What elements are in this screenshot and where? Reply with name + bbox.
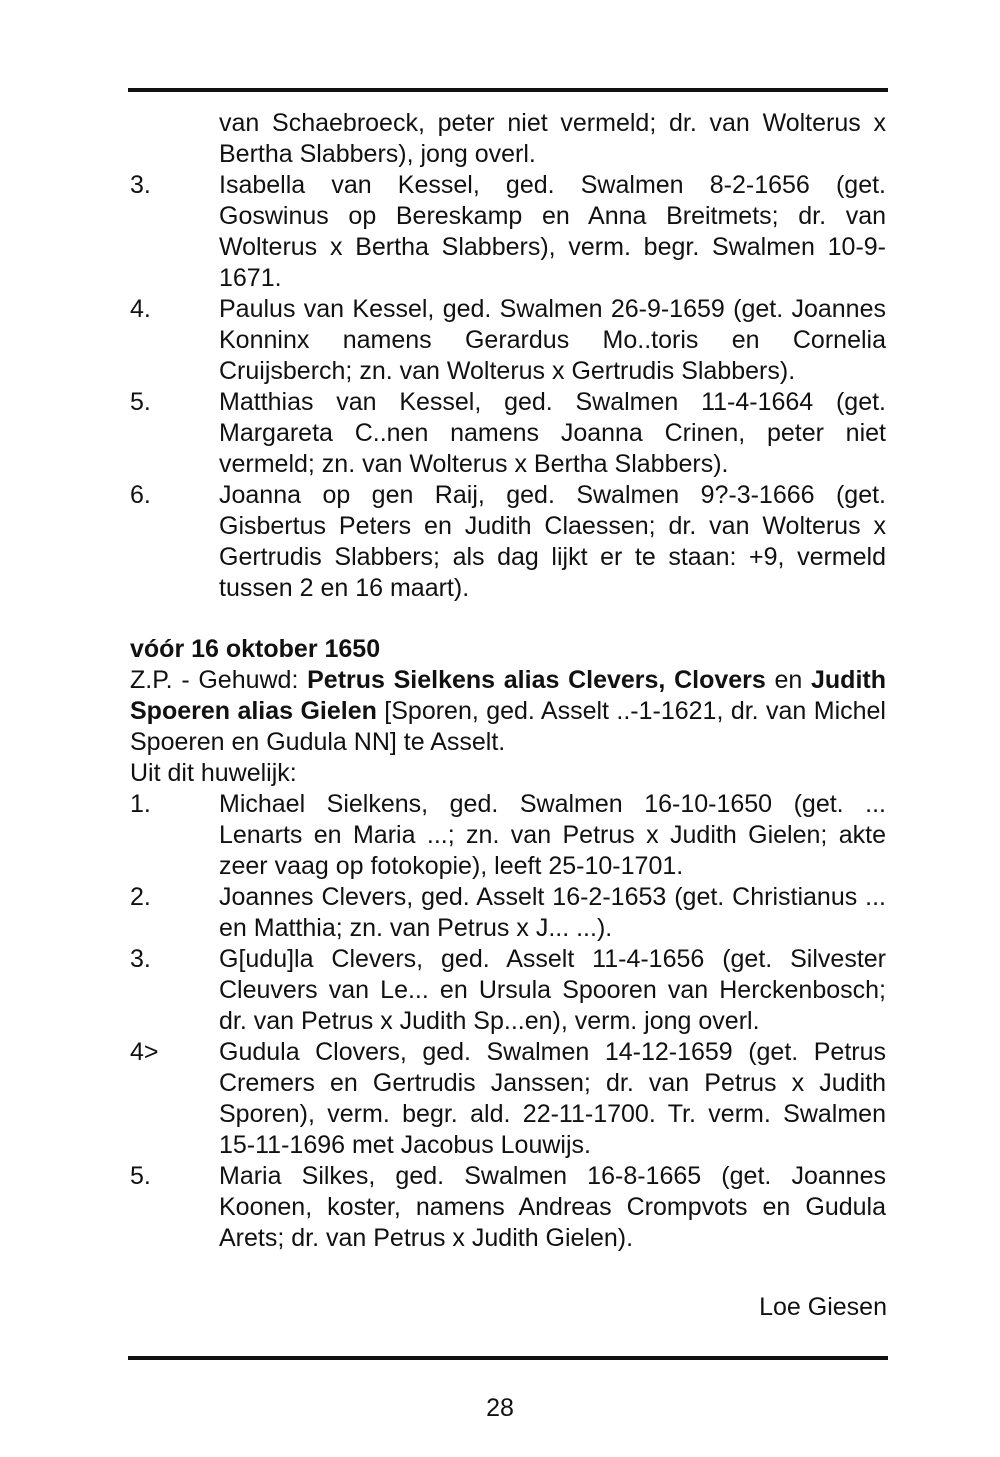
children-list-a <box>130 170 886 604</box>
list-item <box>130 170 886 294</box>
section-heading: vóór 16 oktober 1650 <box>130 635 381 663</box>
item-text: Gudula Clovers, ged. Swalmen 14-12-1659 (get. Petrus Cremers en Gertrudis Janssen; dr. van Petrus x Judith Sporen), verm. begr. ald. 22-11-1700. Tr. verm. Swalmen 15-11-1696 met Jacobus Louwijs. <box>219 1038 886 1159</box>
groom-name: Petrus Sielkens alias Clevers, Clovers <box>307 666 766 694</box>
bride-name: Judith Spoeren alias Gielen <box>130 666 886 725</box>
list-item <box>130 387 886 480</box>
item-text: G[udu]la Clevers, ged. Asselt 11-4-1656 (get. Silvester Cleuvers van Le... en Ursula Spooren van Herckenbosch; dr. van Petrus x Judith Sp...en), verm. jong overl. <box>219 945 886 1035</box>
conjunction: en <box>765 666 811 694</box>
item-text: Joanna op gen Raij, ged. Swalmen 9?-3-1666 (get. Gisbertus Peters en Judith Claessen; dr. van Wolterus x Gertrudis Slabbers; als dag lijkt er te staan: +9, vermeld tussen 2 en 16 maart). <box>219 481 886 602</box>
item-text: Michael Sielkens, ged. Swalmen 16-10-1650 (get. ... Lenarts en Maria ...; zn. van Petrus x Judith Gielen; akte zeer vaag op fotokopie), leeft 25-10-1701. <box>219 790 886 880</box>
list-item <box>130 294 886 387</box>
item-text: Paulus van Kessel, ged. Swalmen 26-9-1659 (get. Joannes Konninx namens Gerardus Mo..toris en Cornelia Cruijsberch; zn. van Wolterus x Gertrudis Slabbers). <box>219 295 886 385</box>
bottom-rule <box>128 1356 888 1360</box>
list-item <box>130 944 886 1037</box>
item-text: Joannes Clevers, ged. Asselt 16-2-1653 (get. Christianus ... en Matthia; zn. van Petrus x J... ...). <box>219 883 886 942</box>
page-body <box>130 108 886 1254</box>
list-item <box>130 882 886 944</box>
item-number: 5. <box>130 1162 151 1190</box>
list-item <box>130 789 886 882</box>
item-number: 3. <box>130 945 151 973</box>
item-text: Isabella van Kessel, ged. Swalmen 8-2-1656 (get. Goswinus op Bereskamp en Anna Breitmets; dr. van Wolterus x Bertha Slabbers), verm. begr. Swalmen 10-9-1671. <box>219 171 886 292</box>
top-rule <box>128 88 888 92</box>
item-text: Maria Silkes, ged. Swalmen 16-8-1665 (get. Joannes Koonen, koster, namens Andreas Crompvots en Gudula Arets; dr. van Petrus x Judith Gielen). <box>219 1162 886 1252</box>
item-number: 2. <box>130 883 151 911</box>
list-item <box>130 1161 886 1254</box>
item-number: 4. <box>130 295 151 323</box>
item-number: 6. <box>130 481 151 509</box>
continuation-text: van Schaebroeck, peter niet vermeld; dr. van Wolterus x Bertha Slabbers), jong overl. <box>219 109 886 168</box>
list-item <box>130 1037 886 1161</box>
record-details: [Sporen, ged. Asselt ..-1-1621, dr. van Michel Spoeren en Gudula NN] te Asselt. <box>130 697 886 756</box>
children-label: Uit dit huwelijk: <box>130 759 297 787</box>
item-text: Matthias van Kessel, ged. Swalmen 11-4-1664 (get. Margareta C..nen namens Joanna Crinen, peter niet vermeld; zn. van Wolterus x Bertha Slabbers). <box>219 388 886 478</box>
item-number: 3. <box>130 171 151 199</box>
record-prefix: Z.P. - Gehuwd: <box>130 666 308 694</box>
children-list-b <box>130 789 886 1254</box>
item-number: 1. <box>130 790 151 818</box>
page-number: 28 <box>486 1394 514 1422</box>
author-signature: Loe Giesen <box>759 1293 887 1321</box>
list-item <box>130 480 886 604</box>
item-number: 5. <box>130 388 151 416</box>
marriage-record <box>130 665 886 758</box>
item-number: 4> <box>130 1038 159 1066</box>
